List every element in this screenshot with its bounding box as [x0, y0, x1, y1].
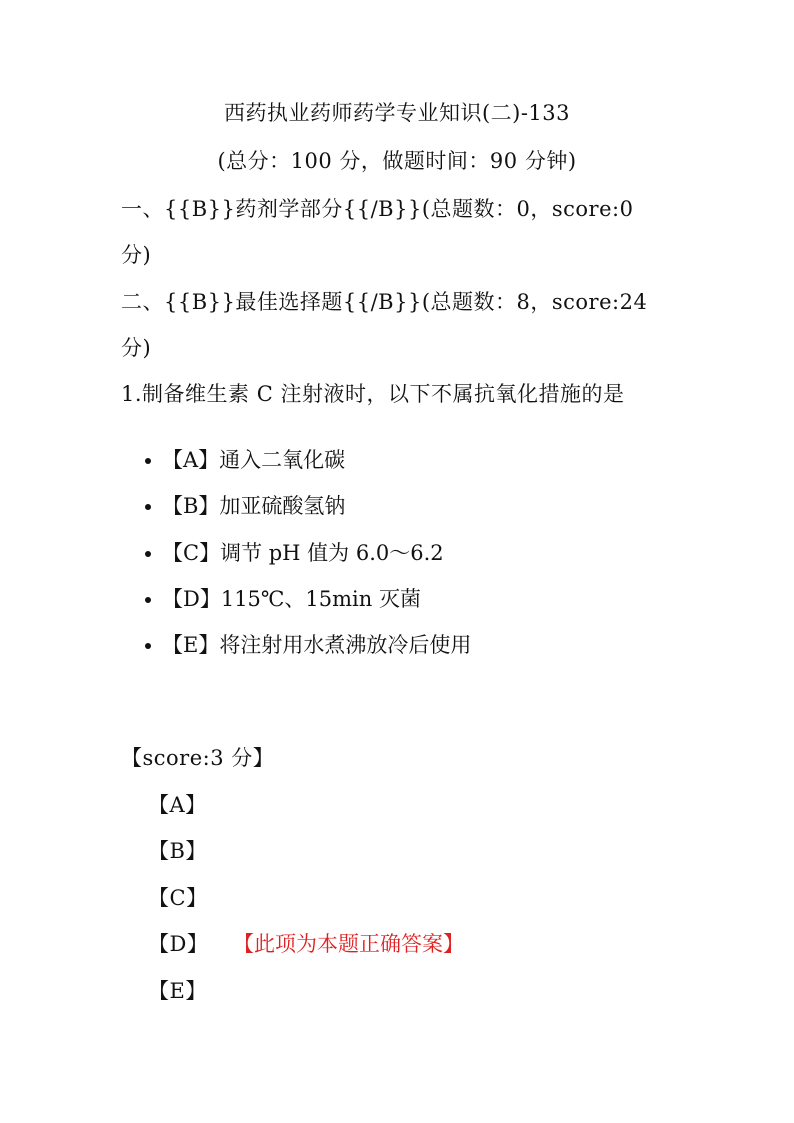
option-c-text: 【C】调节 pH 值为 6.0～6.2: [162, 541, 444, 565]
answer-label-d: 【D】: [148, 932, 209, 956]
bullet-icon: [145, 458, 151, 464]
option-d-text: 【D】115℃、15min 灭菌: [162, 587, 421, 611]
score-label: 【score:3 分】: [121, 746, 275, 770]
page-title: 西药执业药师药学专业知识(二)-133: [223, 101, 571, 125]
option-e-text: 【E】将注射用水煮沸放冷后使用: [162, 633, 472, 657]
answer-label-c: 【C】: [148, 886, 208, 910]
section-two-heading: 二、{{B}}最佳选择题{{/B}}(总题数：8，score:24: [121, 290, 648, 314]
option-b-text: 【B】加亚硫酸氢钠: [162, 494, 346, 518]
bullet-icon: [145, 643, 151, 649]
answer-label-e: 【E】: [148, 979, 207, 1003]
answer-label-b: 【B】: [148, 839, 207, 863]
answer-label-a: 【A】: [148, 793, 207, 817]
option-a-text: 【A】通入二氧化碳: [162, 448, 346, 472]
correct-answer-note: 【此项为本题正确答案】: [233, 932, 464, 956]
section-two-heading-cont: 分): [121, 336, 152, 360]
bullet-icon: [145, 504, 151, 510]
question-text: 1.制备维生素 C 注射液时，以下不属抗氧化措施的是: [121, 382, 625, 406]
bullet-icon: [145, 597, 151, 603]
section-one-heading-cont: 分): [121, 243, 152, 267]
page-subtitle: (总分：100 分，做题时间：90 分钟): [217, 149, 577, 173]
bullet-icon: [145, 551, 151, 557]
section-one-heading: 一、{{B}}药剂学部分{{/B}}(总题数：0，score:0: [121, 197, 634, 221]
